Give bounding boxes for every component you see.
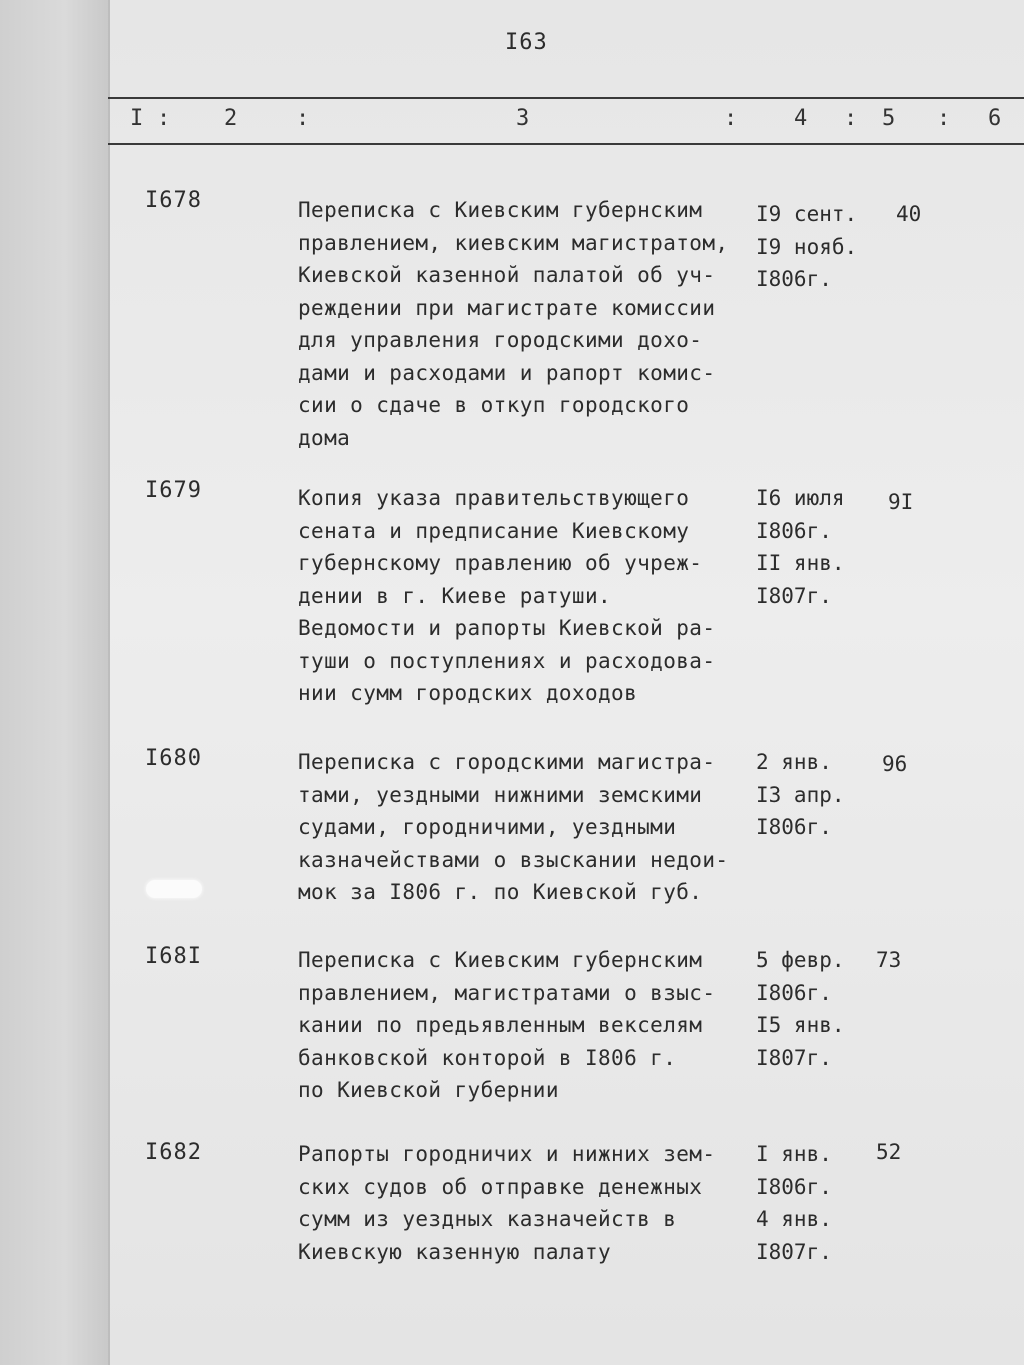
entry-title-line: по Киевской губернии xyxy=(298,1078,559,1102)
entry-title-line: туши о поступлениях и расходова- xyxy=(298,648,716,673)
entry-date-line: I806г. xyxy=(756,518,832,543)
entry-date-line: I3 апр. xyxy=(756,782,845,807)
entry-title xyxy=(298,194,748,454)
entry-title-line: Переписка с городскими магистра- xyxy=(298,750,716,774)
entry-number: I680 xyxy=(145,746,202,771)
entry-sheet-count: 73 xyxy=(876,948,902,972)
column-separator: : xyxy=(724,106,738,131)
entry-date-line: I5 янв. xyxy=(756,1013,845,1037)
entry-title-line: казначействами о взыскании недои- xyxy=(298,847,729,872)
entry-date-line: I6 июля xyxy=(756,486,845,510)
entry-dates xyxy=(756,482,886,612)
entry-title-line: дами и расходами и рапорт комис- xyxy=(298,360,716,385)
entry-title-line: реждении при магистрате комиссии xyxy=(298,295,716,320)
entry-title-line: кании по предьявленным векселям xyxy=(298,1013,703,1037)
entry-date-line: I806г. xyxy=(756,1174,832,1199)
entry-title-line: банковской конторой в I806 г. xyxy=(298,1045,677,1070)
entry-title-line: дении в г. Киеве ратуши. xyxy=(298,583,612,608)
entry-title-line: Ведомости и рапорты Киевской ра- xyxy=(298,616,716,640)
entry-date-line: II янв. xyxy=(756,551,845,575)
entry-title-line: Рапорты городничих и нижних зем- xyxy=(298,1142,716,1166)
entry-sheet-count: 96 xyxy=(882,752,908,776)
entry-title-line: нии сумм городских доходов xyxy=(298,681,638,705)
entry-title-line: судами, городничими, уездными xyxy=(298,815,677,839)
entry-title-line: Копия указа правительствующего xyxy=(298,486,690,510)
entry-title-line: Переписка с Киевским губернским xyxy=(298,948,703,972)
entry-dates xyxy=(756,746,886,844)
entry-title-line: правлением, магистратами о взыс- xyxy=(298,980,716,1005)
entry-title-line: Киевской казенной палатой об уч- xyxy=(298,263,716,287)
entry-number: I678 xyxy=(145,188,202,213)
column-separator: : xyxy=(157,106,171,131)
entry-title xyxy=(298,944,748,1107)
entry-title-line: сумм из уездных казначейств в xyxy=(298,1207,677,1231)
column-number-4: 4 xyxy=(794,106,808,131)
entry-title xyxy=(298,1138,748,1268)
entry-title-line: сената и предписание Киевскому xyxy=(298,518,690,543)
entry-date-line: 2 янв. xyxy=(756,750,832,774)
correction-mark xyxy=(146,880,202,898)
entry-title-line: Киевскую казенную палату xyxy=(298,1239,612,1264)
column-number-5: 5 xyxy=(882,106,896,131)
entry-title xyxy=(298,746,748,909)
entry-title-line: для управления городскими дохо- xyxy=(298,328,703,352)
entry-date-line: I806г. xyxy=(756,980,832,1005)
column-number-1: I xyxy=(130,106,144,131)
entry-date-line: I806г. xyxy=(756,267,832,291)
entry-date-line: I янв. xyxy=(756,1142,832,1166)
entry-title-line: дома xyxy=(298,425,351,450)
page-gutter xyxy=(0,0,110,1365)
entry-title-line: мок за I806 г. по Киевской губ. xyxy=(298,880,703,904)
entry-dates xyxy=(756,1138,886,1268)
entry-date-line: I9 нояб. xyxy=(756,234,858,259)
column-number-2: 2 xyxy=(224,106,238,131)
column-number-6: 6 xyxy=(988,106,1002,131)
header-rule-top xyxy=(108,97,1024,99)
entry-number: I682 xyxy=(145,1140,202,1165)
page-number: I63 xyxy=(505,30,548,55)
column-number-3: 3 xyxy=(516,106,530,131)
entry-date-line: I9 сент. xyxy=(756,202,858,226)
entry-number: I679 xyxy=(145,478,202,503)
entry-date-line: I807г. xyxy=(756,1239,832,1264)
entry-date-line: I806г. xyxy=(756,815,832,839)
entry-sheet-count: 52 xyxy=(876,1140,902,1164)
entry-title-line: ских судов об отправке денежных xyxy=(298,1174,703,1199)
column-separator: : xyxy=(844,106,858,131)
entry-dates xyxy=(756,198,886,296)
entry-date-line: I807г. xyxy=(756,583,832,608)
entry-title-line: тами, уездными нижними земскими xyxy=(298,782,703,807)
entry-sheet-count: 40 xyxy=(896,202,922,226)
entry-title-line: губернскому правлению об учреж- xyxy=(298,551,703,575)
entry-date-line: 4 янв. xyxy=(756,1207,832,1231)
entry-number: I68I xyxy=(145,944,202,969)
entry-date-line: 5 февр. xyxy=(756,948,845,972)
entry-title-line: правлением, киевским магистратом, xyxy=(298,230,729,255)
column-separator: : xyxy=(937,106,951,131)
entry-title-line: Переписка с Киевским губернским xyxy=(298,198,703,222)
header-rule-bottom xyxy=(108,143,1024,145)
entry-dates xyxy=(756,944,886,1074)
entry-title-line: сии о сдаче в откуп городского xyxy=(298,393,690,417)
column-separator: : xyxy=(296,106,310,131)
entry-sheet-count: 9I xyxy=(888,490,914,514)
entry-date-line: I807г. xyxy=(756,1045,832,1070)
entry-title xyxy=(298,482,748,710)
